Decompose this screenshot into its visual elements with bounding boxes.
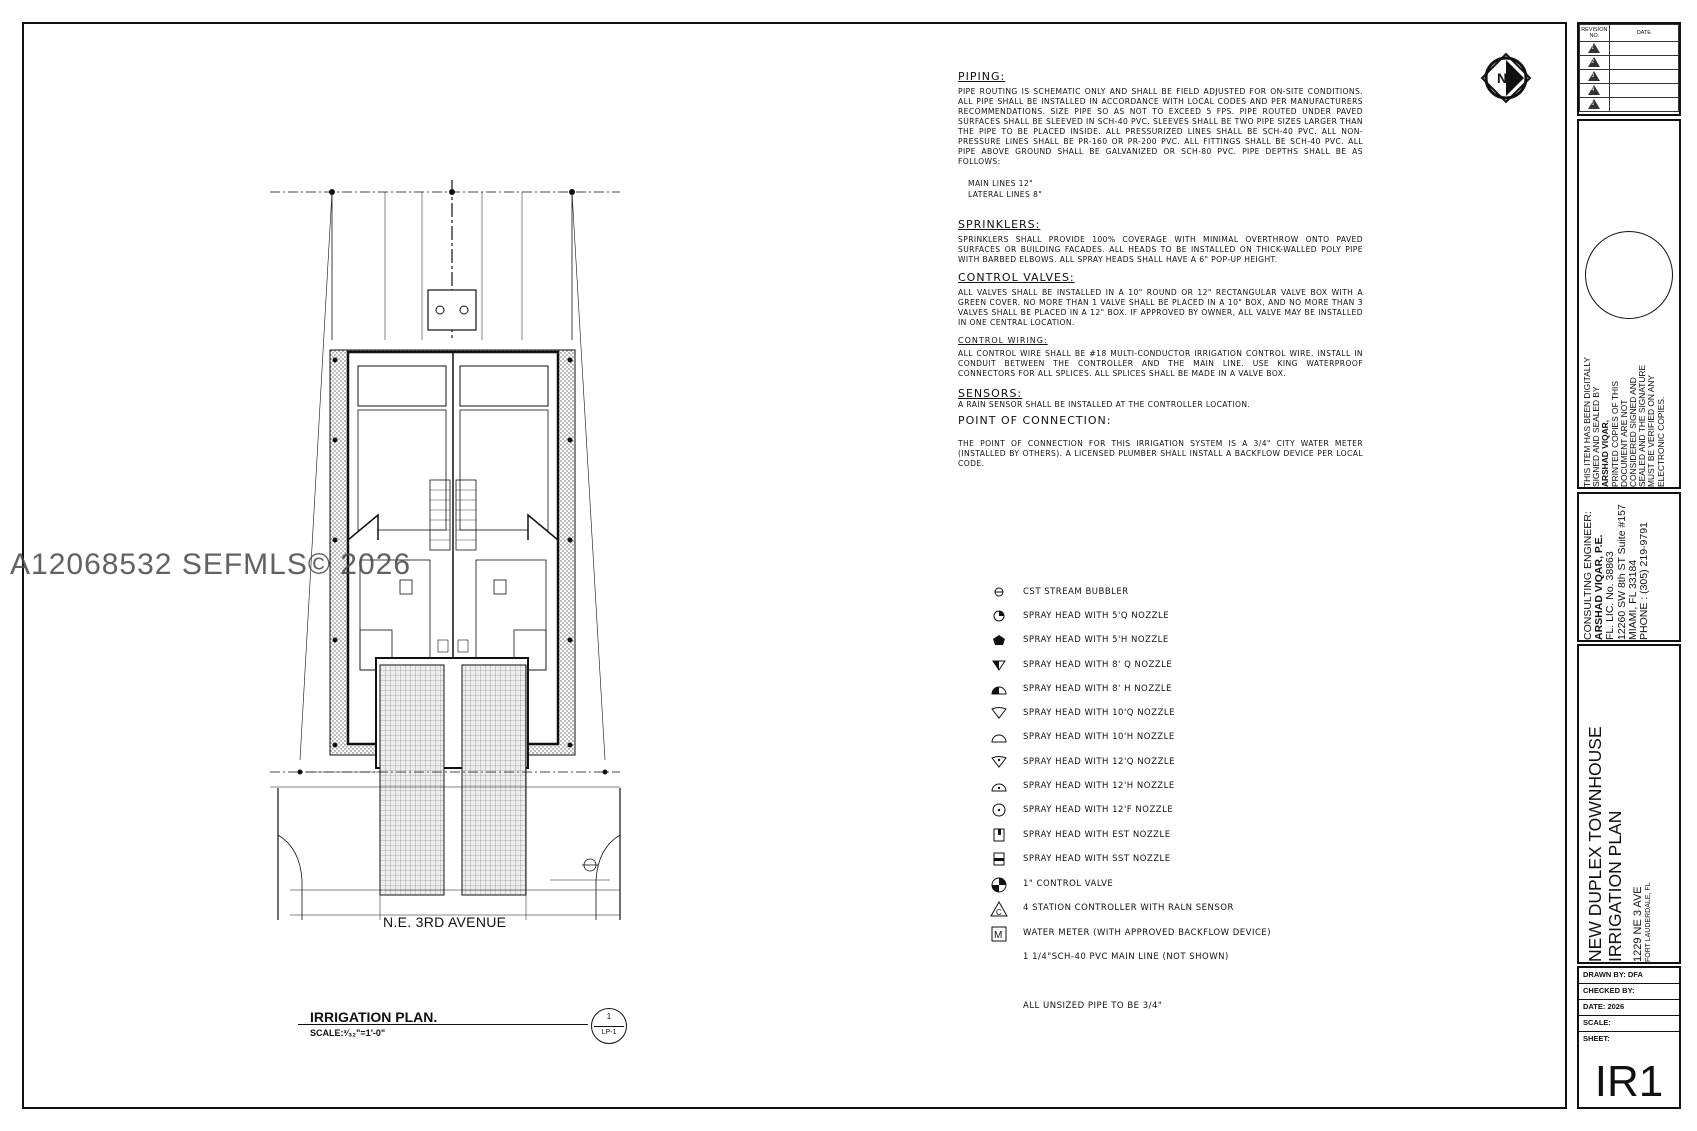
svg-text:C: C: [996, 908, 1003, 917]
legend-row: SPRAY HEAD WITH 12'H NOZZLE: [990, 779, 1310, 793]
water-meter-icon: [990, 926, 1008, 942]
sheet-label: SHEET:: [1583, 1034, 1610, 1043]
legend-row: 1" CONTROL VALVE: [990, 877, 1310, 891]
revision-header: REVISION NO.: [1580, 25, 1610, 42]
sheet-number: IR1: [1594, 1057, 1664, 1106]
detail-sheet: LP-1: [601, 1029, 617, 1036]
spray-sst-icon: [990, 852, 1008, 866]
main-lines: MAIN LINES 12": [968, 179, 1034, 188]
mls-watermark: A12068532 SEFMLS© 2026: [10, 548, 412, 581]
revision-delta-icon: 2: [1588, 57, 1600, 67]
project-title: NEW DUPLEX TOWNHOUSE: [1585, 726, 1605, 962]
control-wiring-heading: CONTROL WIRING:: [958, 336, 1048, 345]
control-wiring-text: ALL CONTROL WIRE SHALL BE #18 MULTI-CONDUCTOR IRRIGATION CONTROL WIRE. INSTALL IN CONDUIT BETWEEN THE CONTROLLER AND THE MAIN LINE. USE KING WATERPROOF CONNECTORS FOR ALL SPLICES. ALL SPLICES SHALL BE MADE IN A VALVE BOX.: [958, 349, 1363, 378]
seal-box: [1577, 119, 1681, 489]
sheet-title: IRRIGATION PLAN: [1605, 810, 1625, 962]
piping-text: PIPE ROUTING IS SCHEMATIC ONLY AND SHALL BE FIELD ADJUSTED FOR ON-SITE CONDITIONS. ALL PIPE SHALL BE INSTALLED IN ACCORDANCE WITH LOCAL CODES AND PER MANUFACTURERS RECOMMENDATIONS. SIZE PIPE SO AS NOT TO EXCEED 5 FPS. PIPE ROUTED UNDER PAVED SURFACES SHALL BE SLEEVED IN SCH-40 PVC. SLEEVES SHALL BE TWO PIPE SIZES LARGER THAN THE PIPE TO BE PLACED INSIDE. ALL PRESSURIZED LINES SHALL BE SCH-40 PVC. ALL NON-PRESSURE LINES SHALL BE PR-160 OR PR-200 PVC. ALL FITTINGS SHALL BE SCH-40 PVC. ALL PIPE ABOVE GROUND SHALL BE GALVANIZED OR SCH-80 PVC. PIPE DEPTHS SHALL BE AS FOLLOWS:: [958, 87, 1363, 166]
control-valves-text: ALL VALVES SHALL BE INSTALLED IN A 10" ROUND OR 12" RECTANGULAR VALVE BOX WITH A GREEN COVER. NO MORE THAN 1 VALVE SHALL BE PLACED IN A 10" BOX, AND NO MORE THAN 3 VALVES SHALL BE PLACED IN A 12" BOX. IF APPROVED BY OWNER, ALL VALVE MAY BE INSTALLED IN ONE CENTRAL LOCATION.: [958, 288, 1363, 327]
revision-delta-icon: 1: [1588, 43, 1600, 53]
legend-row: C 4 STATION CONTROLLER WITH RALN SENSOR: [990, 901, 1310, 915]
detail-number: 1: [606, 1012, 612, 1021]
irrigation-site-plan: [260, 160, 660, 920]
control-valves-heading: CONTROL VALVES:: [958, 271, 1075, 284]
control-valve-icon: [990, 877, 1008, 893]
plan-title-underline: [298, 1024, 588, 1025]
spray-est-icon: [990, 828, 1008, 842]
project-city: FORT LAUDERDALE, FL: [1645, 882, 1652, 962]
spray-8q-icon: [990, 658, 1008, 672]
scale: SCALE:: [1579, 1016, 1679, 1032]
sensors-heading: SENSORS:: [958, 387, 1023, 400]
date: DATE: 2026: [1579, 1000, 1679, 1016]
legend-row: M WATER METER (WITH APPROVED BACKFLOW DEVICE): [990, 926, 1310, 940]
legend-row: SPRAY HEAD WITH 12'Q NOZZLE: [990, 755, 1310, 769]
legend-row: CST STREAM BUBBLER: [990, 585, 1310, 599]
sensors-text: A RAIN SENSOR SHALL BE INSTALLED AT THE CONTROLLER LOCATION.: [958, 400, 1251, 409]
revision-delta-icon: 3: [1588, 71, 1600, 81]
sheet-info-box: [1577, 966, 1681, 1109]
legend-row: SPRAY HEAD WITH SST NOZZLE: [990, 852, 1310, 866]
project-box: [1577, 644, 1681, 964]
legend-row: SPRAY HEAD WITH 10'H NOZZLE: [990, 730, 1310, 744]
legend-row: SPRAY HEAD WITH 10'Q NOZZLE: [990, 706, 1310, 720]
date-header: DATE: [1609, 25, 1678, 42]
legend-row: SPRAY HEAD WITH 12'F NOZZLE: [990, 803, 1310, 817]
seal-note: THIS ITEM HAS BEEN DIGITALLY SIGNED AND SEALED BY ARSHAD VIQAR, PRINTED COPIES OF THIS DOCUMENT ARE NOT CONSIDERED SIGNED AND SEALED AND THE SIGNATURE MUST BE VERIFIED ON ANY ELECTRONIC COPIES.: [1582, 357, 1666, 487]
legend-row: SPRAY HEAD WITH 5'H NOZZLE: [990, 633, 1310, 647]
plan-scale: SCALE:³⁄₃₂"=1'-0": [310, 1028, 386, 1038]
drawn-by: DRAWN BY: DFA: [1579, 968, 1679, 984]
legend-row: SPRAY HEAD WITH EST NOZZLE: [990, 828, 1310, 842]
title-block: [1577, 22, 1681, 1109]
svg-text:M: M: [994, 930, 1003, 941]
legend-row: ALL UNSIZED PIPE TO BE 3/4": [1023, 1001, 1163, 1011]
poc-heading: POINT OF CONNECTION:: [958, 414, 1112, 427]
revision-delta-icon: 5: [1588, 99, 1600, 109]
revision-table: [1579, 24, 1679, 112]
legend-row: SPRAY HEAD WITH 5'Q NOZZLE: [990, 609, 1310, 623]
legend-row: SPRAY HEAD WITH 8' H NOZZLE: [990, 682, 1310, 696]
project-address: 1229 NE 3 AVE: [1632, 886, 1644, 962]
spray-10q-icon: [990, 706, 1008, 720]
sprinklers-text: SPRINKLERS SHALL PROVIDE 100% COVERAGE WITH MINIMAL OVERTHROW ONTO PAVED SURFACES OR BUILDING FACADES. ALL HEADS TO BE INSTALLED ON THICK-WALLED POLY PIPE WITH BARBED ELBOWS. ALL SPRAY HEADS SHALL HAVE A 6" POP-UP HEIGHT.: [958, 235, 1363, 264]
plan-title: IRRIGATION PLAN.: [310, 1009, 438, 1025]
spray-5h-icon: [990, 633, 1008, 647]
revision-delta-icon: 4: [1588, 85, 1600, 95]
detail-divider: [594, 1026, 624, 1027]
spray-10h-icon: [990, 730, 1008, 744]
spray-8h-icon: [990, 682, 1008, 696]
seal-circle: [1585, 231, 1673, 319]
street-name: N.E. 3RD AVENUE: [383, 914, 507, 930]
spray-5q-icon: [990, 609, 1008, 623]
revision-box: [1577, 22, 1681, 116]
spray-12q-icon: [990, 755, 1008, 769]
engineer-box: [1577, 492, 1681, 642]
spray-12h-icon: [990, 779, 1008, 793]
lateral-lines: LATERAL LINES 8": [968, 190, 1043, 199]
legend-row: SPRAY HEAD WITH 8' Q NOZZLE: [990, 658, 1310, 672]
piping-heading: PIPING:: [958, 70, 1006, 83]
north-letter: N: [1497, 70, 1508, 86]
legend-row: 1 1/4"SCH-40 PVC MAIN LINE (NOT SHOWN): [1023, 952, 1229, 962]
poc-text: THE POINT OF CONNECTION FOR THIS IRRIGATION SYSTEM IS A 3/4" CITY WATER METER (INSTALLED BY OTHERS). A LICENSED PLUMBER SHALL INSTALL A BACKFLOW DEVICE PER LOCAL CODE.: [958, 439, 1363, 468]
project-info: [1585, 726, 1653, 962]
general-notes: [958, 70, 1363, 469]
engineer-info: CONSULTING ENGINEER: ARSHAD VIQAR, P.E. FL. LIC. No. 38863 12260 SW 8th ST Suite #157 MIAMI, FL 33184 PHONE : (305) 219-9791: [1582, 504, 1651, 640]
bubbler-icon: [990, 585, 1008, 599]
spray-12f-icon: [990, 803, 1008, 817]
north-arrow-icon: [1478, 50, 1534, 106]
checked-by: CHECKED BY:: [1579, 984, 1679, 1000]
controller-icon: [990, 901, 1008, 917]
sprinklers-heading: SPRINKLERS:: [958, 218, 1041, 231]
detail-bubble: [591, 1008, 627, 1044]
